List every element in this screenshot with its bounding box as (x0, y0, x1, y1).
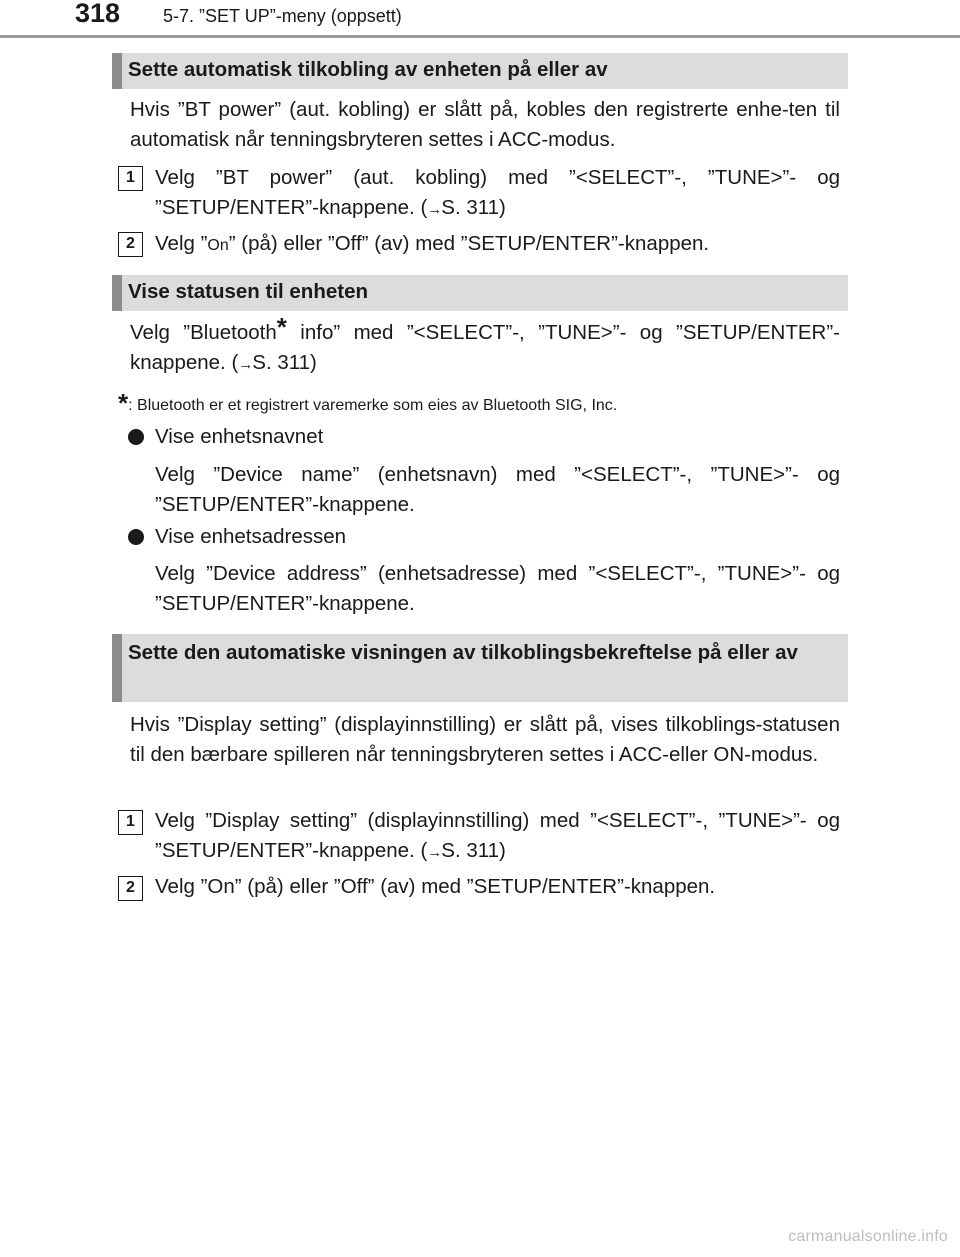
bullet-icon (128, 429, 144, 445)
header-divider (0, 35, 960, 38)
footnote: *: Bluetooth er et registrert varemerke som eies av Bluetooth SIG, Inc. (118, 388, 618, 418)
page-reference[interactable]: S. 311) (441, 839, 506, 862)
asterisk-icon: * (276, 312, 287, 342)
step-text: Velg ”On” (på) eller ”Off” (av) med ”SETUP/ENTER”-knappen. (155, 232, 710, 255)
page-reference[interactable]: S. 311) (441, 196, 506, 219)
step-number: 1 (118, 166, 143, 191)
bullet-icon (128, 529, 144, 545)
section-heading-device-status: Vise statusen til enheten (112, 275, 848, 311)
bullet-title: Vise enhetsnavnet (155, 425, 324, 448)
step-number: 1 (118, 810, 143, 835)
step-number: 2 (118, 876, 143, 901)
step-text: Velg ”Display setting” (displayinnstilling) med ”<SELECT”-, ”TUNE>”- og ”SETUP/ENTER”-knappene. (→S. 311) (155, 809, 840, 862)
page-reference[interactable]: S. 311) (252, 351, 317, 374)
section-intro-display-setting: Hvis ”Display setting” (displayinnstilling) er slått på, vises tilkoblings-statusen til den bærbare spilleren når tenningsbryteren settes i ACC-eller ON-modus. (130, 713, 840, 766)
section-heading-auto-connect: Sette automatisk tilkobling av enheten på eller av (112, 53, 848, 89)
bullet-title: Vise enhetsadressen (155, 525, 347, 548)
section-intro-device-status: Velg ”Bluetooth* info” med ”<SELECT”-, ”TUNE>”- og ”SETUP/ENTER”-knappene. (→S. 311) (130, 312, 841, 374)
arrow-right-icon: → (238, 356, 253, 373)
watermark: carmanualsonline.info (788, 1228, 948, 1245)
page-number: 318 (75, 0, 121, 28)
step-number: 2 (118, 232, 143, 257)
step-text: Velg ”On” (på) eller ”Off” (av) med ”SETUP/ENTER”-knappen. (155, 875, 716, 898)
step-text: Velg ”BT power” (aut. kobling) med ”<SELECT”-, ”TUNE>”- og ”SETUP/ENTER”-knappene. (→S. 311) (155, 166, 840, 219)
arrow-right-icon: → (427, 201, 442, 218)
section-heading-display-setting: Sette den automatiske visningen av tilkoblingsbekreftelse på eller av (112, 634, 848, 702)
chapter-title: 5-7. ”SET UP”-meny (oppsett) (163, 6, 402, 26)
bullet-text: Velg ”Device address” (enhetsadresse) med ”<SELECT”-, ”TUNE>”- og ”SETUP/ENTER”-knappene. (155, 562, 840, 615)
bullet-text: Velg ”Device name” (enhetsnavn) med ”<SELECT”-, ”TUNE>”- og ”SETUP/ENTER”-knappene. (155, 463, 840, 516)
section-intro-auto-connect: Hvis ”BT power” (aut. kobling) er slått på, kobles den registrerte enhe-ten til automatisk når tenningsbryteren settes i ACC-modus. (130, 98, 840, 151)
page-header (0, 0, 960, 38)
arrow-right-icon: → (427, 844, 442, 861)
asterisk-icon: * (118, 388, 129, 418)
